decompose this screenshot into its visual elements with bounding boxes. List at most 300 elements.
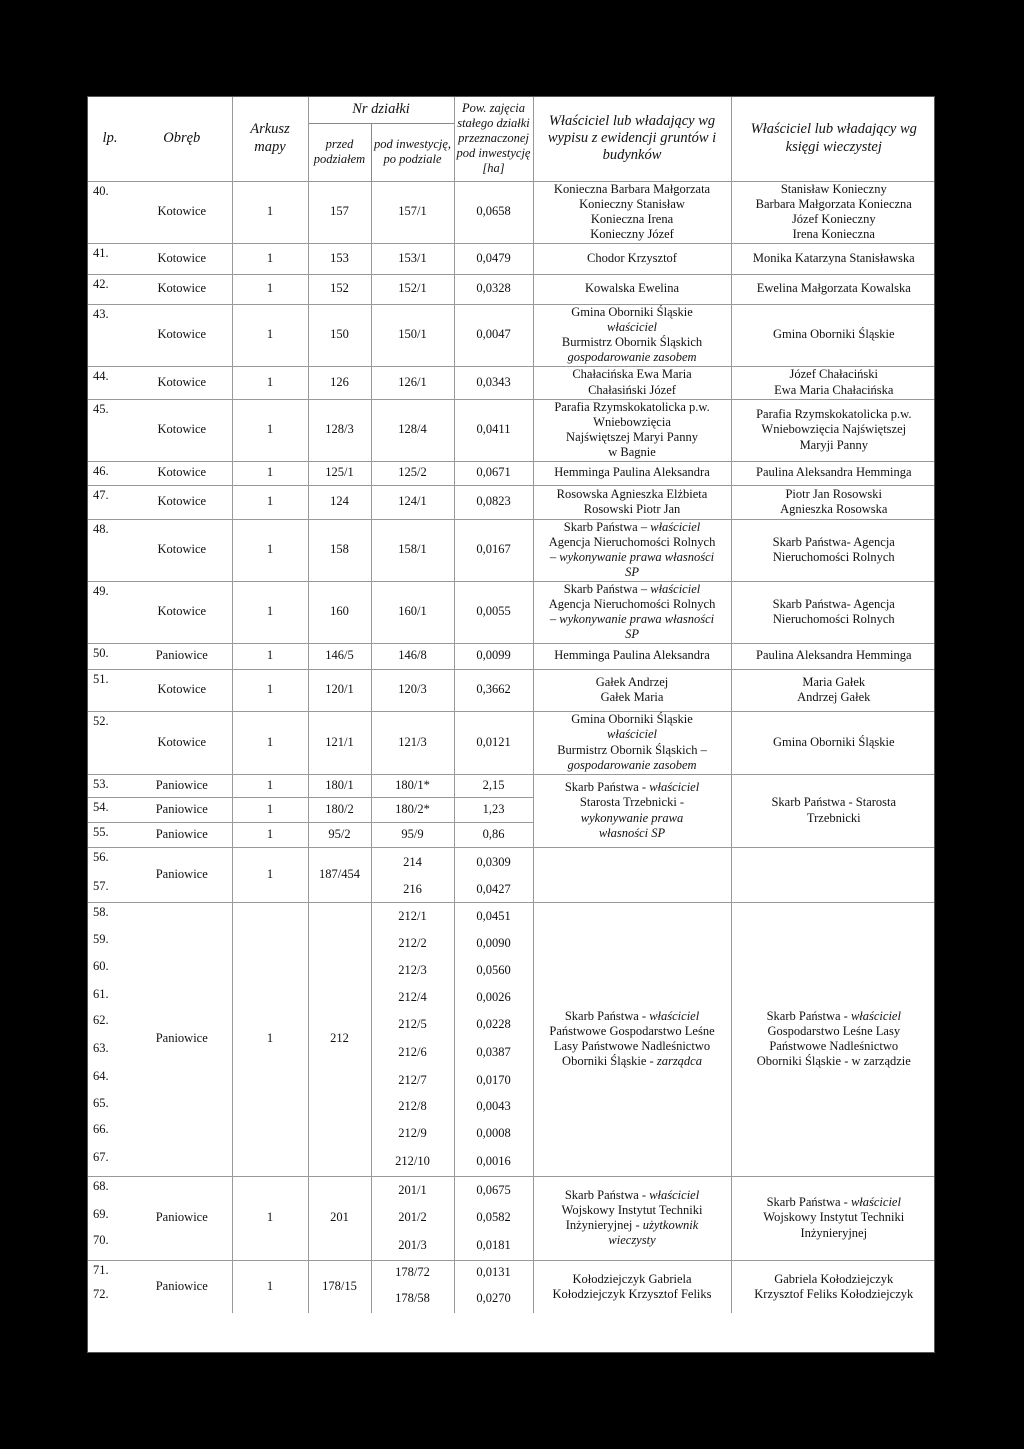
pow-cell: 0,0090: [454, 930, 533, 957]
owner-egib-cell-line: Burmistrz Obornik Śląskich: [561, 335, 703, 349]
table-row: [88, 274, 935, 304]
row-number: 58.: [88, 902, 132, 930]
row-number: 40.: [88, 181, 132, 243]
pow-cell: 0,0099: [454, 643, 533, 669]
header-powierzchnia: Pow. zajęcia stałego działki przeznaczonej pod inwestycję [ha]: [454, 97, 533, 181]
obreb-cell: Kotowice: [132, 181, 232, 243]
owner-egib-cell-line: Najświętszej Maryi Panny: [566, 430, 698, 444]
owner-kw-cell: [731, 643, 935, 669]
pow-cell: 0,0170: [454, 1067, 533, 1094]
przed-cell: 126: [308, 366, 371, 399]
po-cell: 180/1*: [371, 774, 454, 797]
owner-egib-cell-line: gospodarowanie zasobem: [567, 350, 697, 365]
arkusz-cell: 1: [232, 461, 308, 485]
owner-kw-cell: [731, 243, 935, 274]
table-row: [88, 847, 935, 877]
arkusz-cell: 1: [232, 581, 308, 643]
przed-cell: 178/15: [308, 1260, 371, 1313]
owner-kw-cell: [731, 774, 935, 847]
po-cell: 201/3: [371, 1231, 454, 1260]
owner-kw-cell-line: Trzebnicki: [806, 810, 861, 825]
owner-egib-cell: [533, 669, 731, 711]
arkusz-cell: 1: [232, 643, 308, 669]
obreb-cell: Paniowice: [132, 1176, 232, 1260]
arkusz-cell: 1: [232, 366, 308, 399]
row-number: 71.: [88, 1260, 132, 1285]
arkusz-cell: 1: [232, 181, 308, 243]
pow-cell: 0,0427: [454, 877, 533, 902]
arkusz-cell: 1: [232, 774, 308, 797]
owner-kw-cell-line: Skarb Państwa- Agencja: [772, 596, 895, 611]
row-number: 52.: [88, 711, 132, 774]
owner-kw-cell-line: Gabriela Kołodziejczyk: [774, 1271, 894, 1286]
owner-egib-cell-line: wieczysty: [608, 1233, 656, 1248]
owner-kw-cell-line: Paulina Aleksandra Hemminga: [756, 648, 912, 663]
row-number: 46.: [88, 461, 132, 485]
po-cell: 160/1: [371, 581, 454, 643]
owner-egib-cell: [533, 519, 731, 581]
po-cell: 153/1: [371, 243, 454, 274]
owner-kw-cell-line: Agnieszka Rosowska: [780, 502, 888, 516]
owner-kw-cell-line: Monika Katarzyna Stanisławska: [752, 250, 915, 265]
owner-egib-cell-line: Skarb Państwa – właściciel: [563, 581, 701, 596]
owner-kw-cell: [731, 399, 935, 461]
owner-egib-cell-line: Kołodziejczyk Gabriela: [572, 1271, 692, 1286]
row-number: 51.: [88, 669, 132, 711]
przed-cell: 150: [308, 304, 371, 366]
owner-egib-cell-line: w Bagnie: [608, 445, 656, 460]
table-row: [88, 902, 935, 930]
row-number: 49.: [88, 581, 132, 643]
owner-egib-cell-line: Agencja Nieruchomości Rolnych: [548, 596, 716, 611]
po-cell: 178/58: [371, 1285, 454, 1313]
owner-egib-cell-line: Konieczny Józef: [590, 227, 674, 242]
row-number: 47.: [88, 485, 132, 519]
row-number: 61.: [93, 987, 109, 1001]
owner-kw-cell-line: Maria Gałek: [802, 674, 866, 689]
po-cell: 212/6: [371, 1039, 454, 1067]
owner-egib-cell: [533, 581, 731, 643]
owner-egib-cell: [533, 847, 731, 902]
owner-egib-cell: [533, 643, 731, 669]
owner-kw-cell-line: Nieruchomości Rolnych: [772, 612, 895, 626]
owner-egib-cell-line: Wojskowy Instytut Techniki: [561, 1202, 703, 1217]
przed-cell: 180/1: [308, 774, 371, 797]
owner-egib-cell: [533, 902, 731, 1176]
pow-cell: 0,0181: [454, 1231, 533, 1260]
obreb-cell: Paniowice: [132, 797, 232, 822]
po-cell: 126/1: [371, 366, 454, 399]
header-row-1: [88, 97, 935, 123]
owner-egib-cell: [533, 1176, 731, 1260]
owner-kw-cell: [731, 366, 935, 399]
owner-kw-cell-line: Piotr Jan Rosowski: [785, 486, 883, 501]
pow-cell: 0,0121: [454, 711, 533, 774]
arkusz-cell: 1: [232, 711, 308, 774]
row-number: 43.: [88, 304, 132, 366]
row-number: 66.: [93, 1122, 109, 1136]
owner-kw-cell: [731, 485, 935, 519]
header-obreb: Obręb: [132, 97, 232, 181]
header-arkusz: Arkusz mapy: [232, 97, 308, 181]
owner-egib-cell-line: Kołodziejczyk Krzysztof Feliks: [552, 1286, 712, 1301]
owner-egib-cell-line: Hemminga Paulina Aleksandra: [554, 648, 710, 663]
przed-cell: 146/5: [308, 643, 371, 669]
owner-kw-cell: [731, 669, 935, 711]
row-number: 45.: [88, 399, 132, 461]
owner-kw-cell-line: Krzysztof Feliks Kołodziejczyk: [754, 1286, 914, 1301]
register-body: [88, 181, 935, 1313]
pow-cell: 0,0479: [454, 243, 533, 274]
po-cell: 128/4: [371, 399, 454, 461]
owner-egib-cell-line: Burmistrz Obornik Śląskich –: [557, 742, 707, 757]
owner-egib-cell: [533, 366, 731, 399]
arkusz-cell: 1: [232, 274, 308, 304]
owner-egib-cell: [533, 485, 731, 519]
owner-kw-cell-line: Inżynieryjnej: [800, 1225, 868, 1240]
owner-kw-cell-line: Ewa Maria Chałacińska: [774, 382, 894, 397]
obreb-cell: Kotowice: [132, 669, 232, 711]
pow-cell: 0,0343: [454, 366, 533, 399]
przed-cell: 187/454: [308, 847, 371, 902]
przed-cell: 120/1: [308, 669, 371, 711]
obreb-cell: Kotowice: [132, 519, 232, 581]
pow-cell: 0,0228: [454, 1011, 533, 1039]
po-cell: 180/2*: [371, 797, 454, 822]
owner-kw-cell-line: Wniebowzięcia Najświętszej: [761, 422, 907, 437]
owner-kw-cell-line: Skarb Państwa - Starosta: [771, 795, 897, 810]
owner-kw-cell-line: Skarb Państwa - właściciel: [766, 1008, 901, 1023]
po-cell: 212/5: [371, 1011, 454, 1039]
owner-egib-cell: [533, 399, 731, 461]
owner-egib-cell-line: SP: [625, 627, 639, 642]
owner-kw-cell: [731, 181, 935, 243]
owner-kw-cell-line: Gospodarstwo Leśne Lasy: [767, 1023, 901, 1038]
row-number: 57.: [93, 879, 109, 893]
owner-egib-cell-line: Konieczna Barbara Małgorzata: [553, 181, 711, 196]
obreb-cell: Kotowice: [132, 366, 232, 399]
obreb-cell: Paniowice: [132, 822, 232, 847]
po-cell: 146/8: [371, 643, 454, 669]
owner-kw-cell: [731, 461, 935, 485]
owner-egib-cell-line: Hemminga Paulina Aleksandra: [554, 465, 710, 480]
document-page: [87, 96, 935, 1353]
owner-egib-cell-line: Gmina Oborniki Śląskie: [571, 304, 693, 319]
pow-cell: 0,0270: [454, 1285, 533, 1313]
owner-kw-cell-line: Stanisław Konieczny: [780, 181, 887, 196]
owner-kw-cell-line: Maryji Panny: [799, 437, 868, 452]
row-number: 59.: [93, 932, 109, 946]
pow-cell: 0,0008: [454, 1120, 533, 1148]
po-cell: 121/3: [371, 711, 454, 774]
pow-cell: 0,0560: [454, 957, 533, 985]
owner-egib-cell-line: Państwowe Gospodarstwo Leśne: [549, 1023, 715, 1038]
owner-kw-cell: [731, 274, 935, 304]
table-row: [88, 1176, 935, 1205]
pow-cell: 0,0658: [454, 181, 533, 243]
owner-kw-cell: [731, 304, 935, 366]
przed-cell: 152: [308, 274, 371, 304]
pow-cell: 0,0411: [454, 399, 533, 461]
owner-kw-cell: [731, 1260, 935, 1313]
przed-cell: 212: [308, 902, 371, 1176]
owner-egib-cell-line: – wykonywanie prawa własności: [549, 612, 715, 626]
row-number: 50.: [88, 643, 132, 669]
owner-egib-cell-line: Konieczna Irena: [590, 212, 674, 226]
po-cell: 212/1: [371, 902, 454, 930]
po-cell: 214: [371, 847, 454, 877]
owner-kw-cell: [731, 711, 935, 774]
pow-cell: 0,0451: [454, 902, 533, 930]
owner-egib-cell-line: Rosowska Agnieszka Elżbieta: [556, 486, 708, 501]
table-row: [88, 643, 935, 669]
owner-egib-cell: [533, 181, 731, 243]
table-row: [88, 366, 935, 399]
row-number: 70.: [93, 1233, 109, 1247]
owner-egib-cell-line: Lasy Państwowe Nadleśnictwo: [553, 1039, 711, 1053]
przed-cell: 125/1: [308, 461, 371, 485]
po-cell: 125/2: [371, 461, 454, 485]
arkusz-cell: 1: [232, 797, 308, 822]
obreb-cell: Kotowice: [132, 581, 232, 643]
owner-egib-cell-line: Parafia Rzymskokatolicka p.w.: [554, 399, 710, 414]
po-cell: 212/8: [371, 1094, 454, 1120]
pow-cell: 0,0167: [454, 519, 533, 581]
row-number: 55.: [88, 822, 132, 847]
przed-cell: 124: [308, 485, 371, 519]
table-row: [88, 669, 935, 711]
obreb-cell: Paniowice: [132, 847, 232, 902]
row-number: 42.: [88, 274, 132, 304]
pow-cell: 0,86: [454, 822, 533, 847]
header-lp: lp.: [102, 130, 118, 147]
table-row: [88, 304, 935, 366]
przed-cell: 160: [308, 581, 371, 643]
pow-cell: 0,0047: [454, 304, 533, 366]
owner-egib-cell-line: gospodarowanie zasobem: [567, 757, 697, 772]
obreb-cell: Kotowice: [132, 274, 232, 304]
arkusz-cell: 1: [232, 399, 308, 461]
owner-egib-cell-line: właściciel: [607, 727, 658, 742]
owner-egib-cell: [533, 274, 731, 304]
table-row: [88, 1260, 935, 1285]
pow-cell: 0,0016: [454, 1148, 533, 1176]
owner-egib-cell-line: wykonywanie prawa: [580, 810, 684, 825]
owner-kw-cell-line: Irena Konieczna: [792, 227, 875, 242]
obreb-cell: Paniowice: [132, 1260, 232, 1313]
obreb-cell: Kotowice: [132, 304, 232, 366]
pow-cell: 0,0823: [454, 485, 533, 519]
table-row: [88, 181, 935, 243]
owner-kw-cell-line: Józef Chałaciński: [789, 367, 879, 382]
table-row: [88, 519, 935, 581]
owner-kw-cell-line: Skarb Państwa- Agencja: [772, 534, 895, 549]
arkusz-cell: 1: [232, 847, 308, 902]
row-number: 56.: [88, 847, 132, 877]
owner-kw-cell: [731, 519, 935, 581]
arkusz-cell: 1: [232, 519, 308, 581]
table-row: [88, 774, 935, 797]
po-cell: 157/1: [371, 181, 454, 243]
row-number: 53.: [88, 774, 132, 797]
owner-kw-cell-line: Józef Konieczny: [791, 212, 876, 226]
table-row: [88, 461, 935, 485]
owner-egib-cell-line: Gałek Andrzej: [595, 674, 669, 689]
po-cell: 124/1: [371, 485, 454, 519]
arkusz-cell: 1: [232, 822, 308, 847]
owner-egib-cell-line: własności SP: [598, 825, 666, 840]
land-register-table: [88, 97, 935, 1313]
po-cell: 212/9: [371, 1120, 454, 1148]
przed-cell: 121/1: [308, 711, 371, 774]
owner-egib-cell-line: Chodor Krzysztof: [587, 250, 677, 265]
po-cell: 120/3: [371, 669, 454, 711]
row-number: 41.: [88, 243, 132, 274]
arkusz-cell: 1: [232, 1176, 308, 1260]
obreb-cell: Kotowice: [132, 485, 232, 519]
obreb-cell: Kotowice: [132, 399, 232, 461]
row-number: 62.: [93, 1013, 109, 1027]
przed-cell: 157: [308, 181, 371, 243]
pow-cell: 0,0026: [454, 985, 533, 1011]
row-number: 54.: [88, 797, 132, 822]
table-row: [88, 485, 935, 519]
po-cell: 178/72: [371, 1260, 454, 1285]
owner-egib-cell-line: Konieczny Stanisław: [579, 196, 685, 211]
owner-kw-cell: [731, 847, 935, 902]
arkusz-cell: 1: [232, 1260, 308, 1313]
owner-egib-cell-line: Starosta Trzebnicki -: [579, 795, 685, 810]
po-cell: 201/2: [371, 1205, 454, 1231]
owner-kw-cell-line: Andrzej Gałek: [797, 690, 871, 704]
owner-kw-cell-line: Oborniki Śląskie - w zarządzie: [756, 1054, 911, 1069]
table-row: [88, 399, 935, 461]
po-cell: 212/3: [371, 957, 454, 985]
table-row: [88, 581, 935, 643]
po-cell: 212/10: [371, 1148, 454, 1176]
owner-egib-cell-line: Chałacińska Ewa Maria: [572, 367, 692, 382]
owner-kw-cell-line: Nieruchomości Rolnych: [772, 550, 895, 564]
owner-kw-cell-line: Barbara Małgorzata Konieczna: [755, 196, 912, 211]
pow-cell: 0,0043: [454, 1094, 533, 1120]
owner-kw-cell-line: Ewelina Małgorzata Kowalska: [756, 281, 911, 296]
arkusz-cell: 1: [232, 485, 308, 519]
owner-egib-cell-line: Skarb Państwa - właściciel: [564, 780, 700, 794]
pow-cell: 0,0328: [454, 274, 533, 304]
row-number: 72.: [93, 1287, 109, 1301]
owner-kw-cell: [731, 1176, 935, 1260]
owner-egib-cell: [533, 711, 731, 774]
obreb-cell: Paniowice: [132, 902, 232, 1176]
owner-egib-cell-line: Skarb Państwa - właściciel: [564, 1187, 700, 1202]
owner-egib-cell-line: Kowalska Ewelina: [584, 281, 680, 296]
owner-egib-cell: [533, 243, 731, 274]
przed-cell: 95/2: [308, 822, 371, 847]
po-cell: 150/1: [371, 304, 454, 366]
arkusz-cell: 1: [232, 902, 308, 1176]
po-cell: 158/1: [371, 519, 454, 581]
row-number: 69.: [93, 1207, 109, 1221]
pow-cell: 0,0131: [454, 1260, 533, 1285]
header-wlasciciel-egib: Właściciel lub władający wg wypisu z ewidencji gruntów i budynków: [533, 97, 731, 181]
row-number: 65.: [93, 1096, 109, 1110]
obreb-cell: Kotowice: [132, 243, 232, 274]
obreb-cell: Kotowice: [132, 461, 232, 485]
pow-cell: 0,0671: [454, 461, 533, 485]
obreb-cell: Paniowice: [132, 774, 232, 797]
owner-egib-cell-line: SP: [625, 565, 639, 580]
po-cell: 212/4: [371, 985, 454, 1011]
owner-egib-cell: [533, 461, 731, 485]
row-number: 48.: [88, 519, 132, 581]
po-cell: 201/1: [371, 1176, 454, 1205]
row-number: 60.: [93, 959, 109, 973]
owner-egib-cell-line: Rosowski Piotr Jan: [583, 502, 681, 516]
przed-cell: 128/3: [308, 399, 371, 461]
przed-cell: 201: [308, 1176, 371, 1260]
row-number: 64.: [93, 1069, 109, 1083]
owner-kw-cell-line: Paulina Aleksandra Hemminga: [756, 465, 912, 480]
row-number: 63.: [93, 1041, 109, 1055]
owner-kw-cell-line: Gmina Oborniki Śląskie: [773, 327, 895, 342]
owner-kw-cell-line: Skarb Państwa - właściciel: [766, 1195, 901, 1210]
przed-cell: 180/2: [308, 797, 371, 822]
owner-egib-cell-line: Chałasiński Józef: [588, 382, 676, 397]
row-number: 67.: [93, 1150, 109, 1164]
owner-egib-cell-line: Oborniki Śląskie - zarządca: [562, 1054, 702, 1069]
row-number: 68.: [88, 1176, 132, 1205]
owner-egib-cell: [533, 1260, 731, 1313]
pow-cell: 0,0309: [454, 847, 533, 877]
pow-cell: 0,0055: [454, 581, 533, 643]
header-wlasciciel-kw: Właściciel lub władający wg księgi wieczystej: [750, 121, 917, 155]
table-row: [88, 243, 935, 274]
owner-kw-cell-line: Gmina Oborniki Śląskie: [773, 734, 895, 749]
przed-cell: 158: [308, 519, 371, 581]
po-cell: 212/7: [371, 1067, 454, 1094]
owner-egib-cell-line: Inżynieryjnej - użytkownik: [565, 1218, 699, 1232]
owner-kw-cell-line: Parafia Rzymskokatolicka p.w.: [756, 407, 912, 422]
owner-kw-cell-line: Wojskowy Instytut Techniki: [763, 1210, 905, 1225]
arkusz-cell: 1: [232, 669, 308, 711]
header-nr-dzialki: Nr działki: [308, 97, 454, 123]
pow-cell: 2,15: [454, 774, 533, 797]
arkusz-cell: 1: [232, 304, 308, 366]
owner-egib-cell-line: Agencja Nieruchomości Rolnych: [548, 534, 716, 549]
owner-egib-cell-line: Gałek Maria: [600, 690, 664, 704]
pow-cell: 0,0582: [454, 1205, 533, 1231]
row-number: 44.: [88, 366, 132, 399]
po-cell: 216: [371, 877, 454, 902]
owner-egib-cell-line: Skarb Państwa - właściciel: [564, 1008, 700, 1023]
owner-egib-cell: [533, 304, 731, 366]
owner-kw-cell: [731, 902, 935, 1176]
owner-egib-cell-line: – wykonywanie prawa własności: [549, 550, 715, 564]
owner-egib-cell-line: właściciel: [607, 319, 658, 334]
owner-egib-cell-line: Skarb Państwa – właściciel: [563, 519, 701, 534]
header-po-podziale: pod inwestycję, po podziale: [371, 123, 454, 181]
przed-cell: 153: [308, 243, 371, 274]
obreb-cell: Paniowice: [132, 643, 232, 669]
owner-egib-cell: [533, 774, 731, 847]
pow-cell: 1,23: [454, 797, 533, 822]
obreb-cell: Kotowice: [132, 711, 232, 774]
table-row: [88, 711, 935, 774]
owner-egib-cell-line: Wniebowzięcia: [593, 414, 671, 429]
arkusz-cell: 1: [232, 243, 308, 274]
owner-kw-cell: [731, 581, 935, 643]
pow-cell: 0,0675: [454, 1176, 533, 1205]
